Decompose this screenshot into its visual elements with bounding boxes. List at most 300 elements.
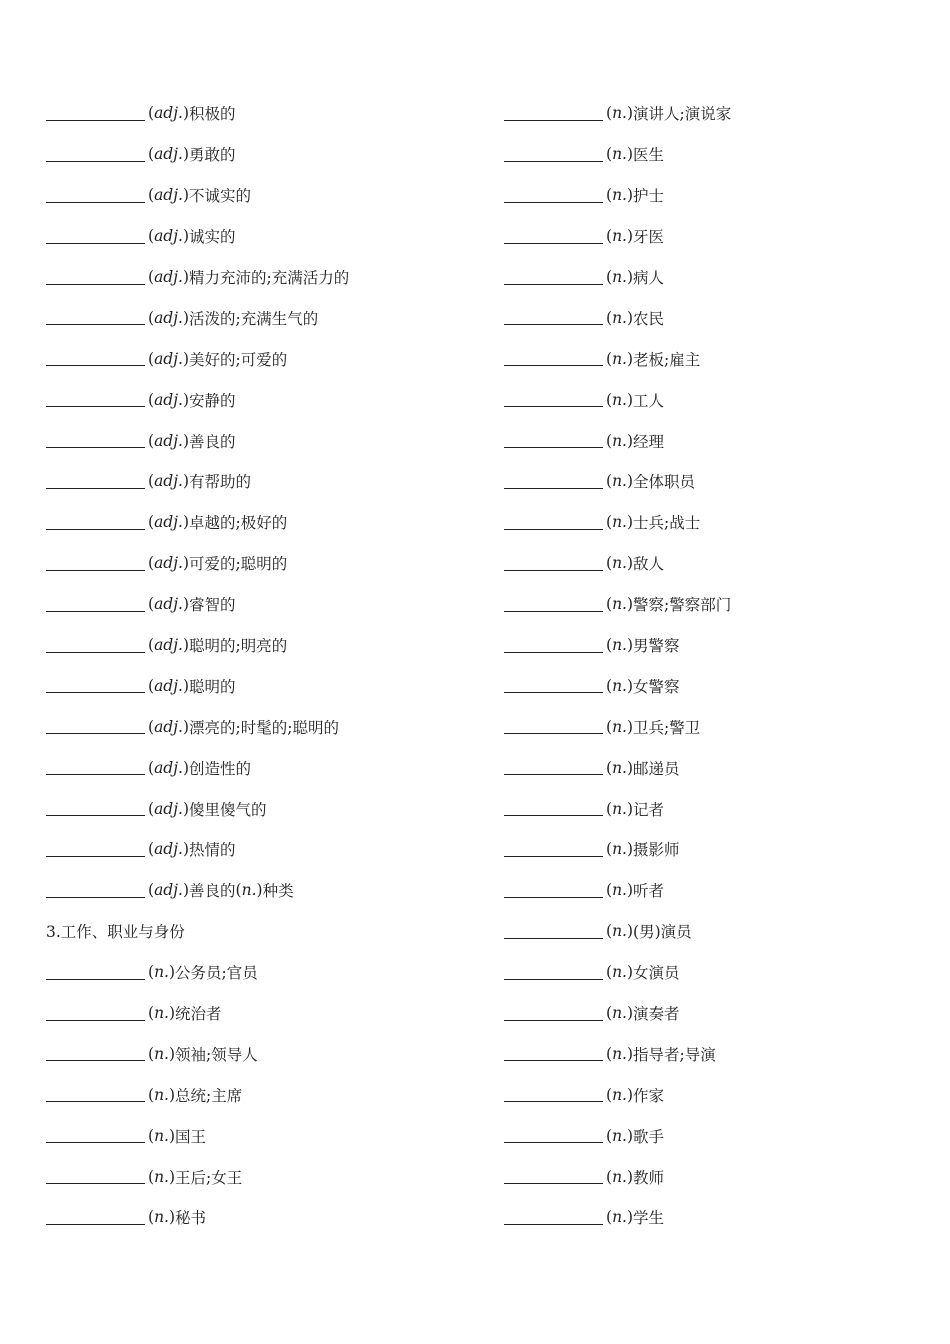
vocab-row (504, 1115, 924, 1156)
answer-blank[interactable] (46, 801, 145, 816)
open-paren: ( (148, 431, 155, 450)
answer-blank[interactable] (46, 638, 145, 653)
part-of-speech: n. (612, 1004, 627, 1023)
part-of-speech: n. (612, 390, 627, 409)
meaning: 警察;警察部门 (633, 596, 732, 615)
meaning: 病人 (633, 269, 665, 287)
part-of-speech: adj. (154, 349, 183, 368)
open-paren: ( (606, 268, 613, 286)
vocab-row (46, 829, 486, 870)
vocab-row (46, 665, 486, 706)
close-paren: ) (626, 513, 634, 532)
vocab-row (504, 625, 924, 666)
close-paren: ) (182, 636, 190, 655)
close-paren: ) (626, 554, 634, 573)
meaning: 美好的;可爱的 (189, 350, 288, 369)
section-heading-row (46, 911, 486, 952)
vocab-row (46, 502, 486, 543)
answer-blank[interactable] (504, 515, 603, 530)
answer-blank[interactable] (504, 106, 603, 121)
answer-blank[interactable] (46, 556, 145, 571)
meaning: 不诚实的 (189, 187, 252, 206)
answer-blank[interactable] (504, 270, 603, 285)
vocab-row (504, 584, 924, 625)
part-of-speech: n. (612, 595, 627, 614)
open-paren: ( (606, 308, 613, 327)
close-paren: ) (182, 799, 190, 818)
part-of-speech: n. (612, 1208, 627, 1227)
answer-blank[interactable] (504, 883, 603, 898)
meaning: 诚实的 (189, 228, 236, 247)
answer-blank[interactable] (46, 515, 145, 530)
open-paren: ( (606, 1208, 613, 1227)
close-paren: ) (182, 390, 190, 409)
close-paren: ) (626, 717, 634, 736)
close-paren: ) (168, 963, 176, 982)
open-paren: ( (606, 1085, 613, 1104)
vocab-row (504, 297, 924, 338)
meaning: 秘书 (175, 1209, 207, 1228)
close-paren: ) (626, 104, 634, 123)
part-of-speech: adj. (154, 758, 183, 777)
meaning: 女演员 (633, 964, 680, 983)
close-paren: ) (182, 840, 190, 859)
answer-blank[interactable] (46, 188, 145, 203)
vocab-row (46, 175, 486, 216)
open-paren: ( (606, 676, 613, 695)
close-paren: ) (626, 145, 634, 164)
close-paren: ) (626, 758, 634, 777)
part-of-speech: adj. (154, 308, 183, 327)
part-of-speech: n. (612, 513, 627, 532)
close-paren: ) (182, 758, 190, 777)
answer-blank[interactable] (46, 1006, 145, 1021)
answer-blank[interactable] (46, 678, 145, 693)
answer-blank[interactable] (46, 474, 145, 489)
meaning: 女警察 (633, 677, 680, 696)
meaning: 牙医 (633, 228, 665, 247)
meaning: 安静的 (189, 391, 236, 410)
vocab-row (46, 706, 486, 747)
open-paren: ( (606, 881, 613, 900)
vocab-row (46, 257, 486, 298)
open-paren: ( (148, 513, 155, 532)
vocab-row (46, 461, 486, 502)
close-paren: ) (626, 1085, 634, 1104)
answer-blank[interactable] (504, 638, 603, 653)
right-column (504, 93, 924, 1238)
vocab-row (504, 747, 924, 788)
part-of-speech: adj. (154, 513, 183, 532)
vocab-row (46, 297, 486, 338)
vocab-row (46, 216, 486, 257)
vocab-row (46, 420, 486, 461)
vocab-row (46, 952, 486, 993)
answer-blank[interactable] (504, 392, 603, 407)
vocab-row (504, 952, 924, 993)
meaning: 演奏者 (633, 1005, 680, 1024)
part-of-speech: n. (612, 717, 627, 736)
meaning: 敌人 (633, 555, 665, 574)
open-paren: ( (606, 840, 613, 859)
answer-blank[interactable] (46, 760, 145, 775)
answer-blank[interactable] (504, 433, 603, 448)
meaning: 聪明的 (189, 677, 236, 696)
vocab-row (504, 788, 924, 829)
close-paren: ) (626, 472, 634, 491)
vocab-row (46, 1115, 486, 1156)
close-paren: ) (182, 227, 190, 246)
close-paren: ) (626, 227, 634, 246)
part-of-speech: n. (612, 636, 627, 655)
open-paren: ( (148, 390, 155, 409)
close-paren: ) (182, 431, 190, 450)
part-of-speech: adj. (154, 636, 183, 655)
answer-blank[interactable] (504, 310, 603, 325)
answer-blank[interactable] (46, 842, 145, 857)
open-paren: ( (148, 186, 155, 205)
answer-blank[interactable] (46, 147, 145, 162)
vocab-row (46, 338, 486, 379)
part-of-speech: n. (612, 472, 627, 491)
part-of-speech: adj. (154, 227, 183, 246)
answer-blank[interactable] (504, 801, 603, 816)
meaning: 老板;雇主 (633, 350, 701, 369)
open-paren: ( (606, 922, 613, 941)
answer-blank[interactable] (504, 719, 603, 734)
open-paren: ( (606, 1126, 613, 1145)
answer-blank[interactable] (504, 1210, 603, 1225)
meaning: 指导者;导演 (633, 1045, 716, 1064)
vocab-row (46, 584, 486, 625)
meaning: (男)演员 (633, 923, 692, 942)
section-heading: 3.工作、职业与身份 (46, 923, 185, 942)
answer-blank[interactable] (46, 106, 145, 121)
meaning: 睿智的 (189, 596, 236, 615)
answer-blank[interactable] (504, 1046, 603, 1061)
meaning: 聪明的;明亮的 (189, 637, 288, 656)
vocab-row (46, 747, 486, 788)
meaning: 善良的 (189, 432, 236, 451)
part-of-speech: adj. (154, 595, 183, 614)
vocab-row (504, 543, 924, 584)
meaning: 摄影师 (633, 841, 680, 860)
open-paren: ( (148, 799, 155, 818)
close-paren: ) (182, 676, 190, 695)
left-column (46, 93, 486, 1238)
meaning: 热情的 (189, 841, 236, 860)
answer-blank[interactable] (46, 597, 145, 612)
vocab-row (46, 788, 486, 829)
close-paren: ) (626, 676, 634, 695)
answer-blank[interactable] (46, 351, 145, 366)
close-paren: ) (168, 1126, 176, 1145)
answer-blank[interactable] (46, 433, 145, 448)
meaning: 听者 (633, 882, 665, 901)
vocab-row (504, 1156, 924, 1197)
vocab-row (504, 1033, 924, 1074)
part-of-speech: adj. (154, 104, 183, 123)
meaning: 男警察 (633, 637, 680, 656)
open-paren: ( (148, 963, 155, 982)
close-paren: ) (168, 1085, 176, 1104)
close-paren: ) (168, 1208, 176, 1227)
open-paren: ( (606, 227, 613, 246)
part-of-speech: n. (154, 1126, 169, 1145)
meaning: 王后;女王 (175, 1168, 243, 1187)
answer-blank[interactable] (504, 965, 603, 980)
close-paren: ) (182, 308, 190, 327)
part-of-speech: n. (612, 1167, 627, 1186)
part-of-speech: n. (612, 758, 627, 777)
answer-blank[interactable] (46, 270, 145, 285)
close-paren: ) (626, 349, 634, 368)
answer-blank[interactable] (504, 147, 603, 162)
vocab-row (46, 625, 486, 666)
part-of-speech: n. (612, 963, 627, 982)
close-paren: ) (182, 186, 190, 205)
answer-blank[interactable] (46, 1169, 145, 1184)
meaning: 邮递员 (633, 759, 680, 778)
answer-blank[interactable] (46, 392, 145, 407)
part-of-speech: adj. (154, 717, 183, 736)
answer-blank[interactable] (46, 883, 145, 898)
vocab-row (46, 1033, 486, 1074)
open-paren: ( (148, 1044, 155, 1063)
answer-blank[interactable] (46, 1087, 145, 1102)
part-of-speech: n. (612, 431, 627, 450)
meaning: 创造性的 (189, 759, 252, 778)
answer-blank[interactable] (46, 1210, 145, 1225)
close-paren: ) (168, 1004, 176, 1023)
part-of-speech: n. (612, 840, 627, 859)
answer-blank[interactable] (504, 188, 603, 203)
vocab-row (46, 993, 486, 1034)
meaning: 卓越的;极好的 (189, 514, 288, 533)
part-of-speech: adj. (154, 390, 183, 409)
vocab-row (504, 379, 924, 420)
open-paren: ( (235, 881, 242, 900)
answer-blank[interactable] (504, 760, 603, 775)
answer-blank[interactable] (504, 351, 603, 366)
meaning: 全体职员 (633, 473, 696, 492)
part-of-speech: adj. (154, 881, 183, 900)
close-paren: ) (626, 881, 634, 900)
vocab-row (504, 993, 924, 1034)
close-paren: ) (626, 636, 634, 655)
open-paren: ( (606, 1004, 613, 1023)
meaning: 公务员;官员 (175, 964, 258, 983)
answer-blank[interactable] (46, 229, 145, 244)
part-of-speech: adj. (154, 840, 183, 859)
answer-blank[interactable] (46, 1046, 145, 1061)
close-paren: ) (626, 963, 634, 982)
answer-blank[interactable] (46, 965, 145, 980)
answer-blank[interactable] (504, 1087, 603, 1102)
close-paren: ) (182, 554, 190, 573)
open-paren: ( (148, 1167, 155, 1186)
open-paren: ( (606, 145, 613, 164)
meaning: 演讲人;演说家 (633, 105, 732, 124)
part-of-speech: n. (612, 554, 627, 573)
open-paren: ( (148, 758, 155, 777)
part-of-speech: n. (612, 676, 627, 695)
open-paren: ( (148, 1208, 155, 1227)
vocab-row (46, 543, 486, 584)
meaning: 国王 (175, 1127, 207, 1146)
meaning: 善良的 (189, 882, 236, 901)
answer-blank[interactable] (504, 556, 603, 571)
part-of-speech: n. (612, 268, 627, 286)
close-paren: ) (626, 1004, 634, 1023)
open-paren: ( (148, 881, 155, 900)
part-of-speech: n. (612, 1085, 627, 1104)
close-paren: ) (256, 881, 263, 900)
part-of-speech: n. (612, 145, 627, 164)
part-of-speech: n. (154, 1085, 169, 1104)
open-paren: ( (606, 636, 613, 655)
vocab-row (504, 216, 924, 257)
vocab-row (504, 461, 924, 502)
open-paren: ( (606, 799, 613, 818)
part-of-speech: adj. (154, 799, 183, 818)
part-of-speech: n. (612, 349, 627, 368)
part-of-speech: n. (612, 186, 627, 205)
part-of-speech: n. (612, 922, 627, 941)
close-paren: ) (626, 922, 634, 941)
answer-blank[interactable] (504, 1006, 603, 1021)
close-paren: ) (626, 186, 634, 205)
vocab-row (504, 829, 924, 870)
open-paren: ( (148, 676, 155, 695)
answer-blank[interactable] (504, 474, 603, 489)
part-of-speech: n. (154, 963, 169, 982)
answer-blank[interactable] (504, 842, 603, 857)
part-of-speech: n. (612, 1044, 627, 1063)
vocab-row (504, 257, 924, 298)
meaning: 总统;主席 (175, 1086, 243, 1105)
vocab-row (504, 1197, 924, 1238)
open-paren: ( (606, 349, 613, 368)
part-of-speech: adj. (154, 472, 183, 491)
open-paren: ( (606, 963, 613, 982)
part-of-speech: n. (612, 227, 627, 246)
close-paren: ) (626, 1126, 634, 1145)
part-of-speech: n. (154, 1167, 169, 1186)
close-paren: ) (182, 268, 190, 286)
part-of-speech: adj. (154, 431, 183, 450)
vocab-row (504, 134, 924, 175)
close-paren: ) (626, 840, 634, 859)
answer-blank[interactable] (504, 597, 603, 612)
open-paren: ( (606, 1044, 613, 1063)
open-paren: ( (148, 145, 155, 164)
meaning: 活泼的;充满生气的 (189, 309, 319, 328)
answer-blank[interactable] (504, 1128, 603, 1143)
open-paren: ( (148, 595, 155, 614)
part-of-speech: n. (154, 1208, 169, 1227)
answer-blank[interactable] (504, 1169, 603, 1184)
vocab-row (504, 93, 924, 134)
part-of-speech: n. (612, 104, 627, 123)
close-paren: ) (626, 431, 634, 450)
answer-blank[interactable] (46, 310, 145, 325)
open-paren: ( (148, 1004, 155, 1023)
close-paren: ) (626, 390, 634, 409)
open-paren: ( (606, 390, 613, 409)
vocab-row (46, 1156, 486, 1197)
vocab-row (504, 665, 924, 706)
open-paren: ( (148, 349, 155, 368)
answer-blank[interactable] (46, 1128, 145, 1143)
vocab-row (504, 175, 924, 216)
meaning: 作家 (633, 1086, 665, 1105)
vocab-row (504, 706, 924, 747)
close-paren: ) (626, 595, 634, 614)
close-paren: ) (182, 595, 190, 614)
vocab-row (504, 502, 924, 543)
close-paren: ) (168, 1044, 176, 1063)
meaning: 农民 (633, 309, 665, 328)
open-paren: ( (148, 636, 155, 655)
close-paren: ) (626, 1208, 634, 1227)
close-paren: ) (182, 717, 190, 736)
vocab-row (504, 338, 924, 379)
part-of-speech: n. (154, 1004, 169, 1023)
part-of-speech: adj. (154, 268, 183, 286)
vocab-row (504, 1074, 924, 1115)
close-paren: ) (626, 1167, 634, 1186)
meaning: 种类 (262, 882, 294, 901)
meaning: 有帮助的 (189, 473, 252, 492)
answer-blank[interactable] (504, 924, 603, 939)
open-paren: ( (148, 717, 155, 736)
meaning: 卫兵;警卫 (633, 718, 701, 737)
answer-blank[interactable] (504, 678, 603, 693)
open-paren: ( (148, 104, 155, 123)
close-paren: ) (626, 1044, 634, 1063)
open-paren: ( (606, 758, 613, 777)
open-paren: ( (606, 513, 613, 532)
meaning: 学生 (633, 1209, 665, 1228)
meaning: 经理 (633, 432, 665, 451)
vocab-row (46, 134, 486, 175)
vocab-row (46, 1074, 486, 1115)
answer-blank[interactable] (504, 229, 603, 244)
meaning: 歌手 (633, 1127, 665, 1146)
vocab-row (504, 870, 924, 911)
open-paren: ( (606, 1167, 613, 1186)
vocab-row (46, 379, 486, 420)
part-of-speech: adj. (154, 676, 183, 695)
meaning: 记者 (633, 800, 665, 819)
close-paren: ) (182, 104, 190, 123)
close-paren: ) (168, 1167, 176, 1186)
open-paren: ( (148, 308, 155, 327)
meaning: 统治者 (175, 1005, 222, 1024)
part-of-speech: adj. (154, 186, 183, 205)
open-paren: ( (148, 227, 155, 246)
answer-blank[interactable] (46, 719, 145, 734)
part-of-speech: n. (612, 1126, 627, 1145)
part-of-speech: n. (612, 881, 627, 900)
open-paren: ( (148, 1126, 155, 1145)
meaning: 护士 (633, 187, 665, 206)
meaning: 士兵;战士 (633, 514, 701, 533)
part-of-speech: n. (612, 308, 627, 327)
open-paren: ( (606, 472, 613, 491)
close-paren: ) (626, 799, 634, 818)
